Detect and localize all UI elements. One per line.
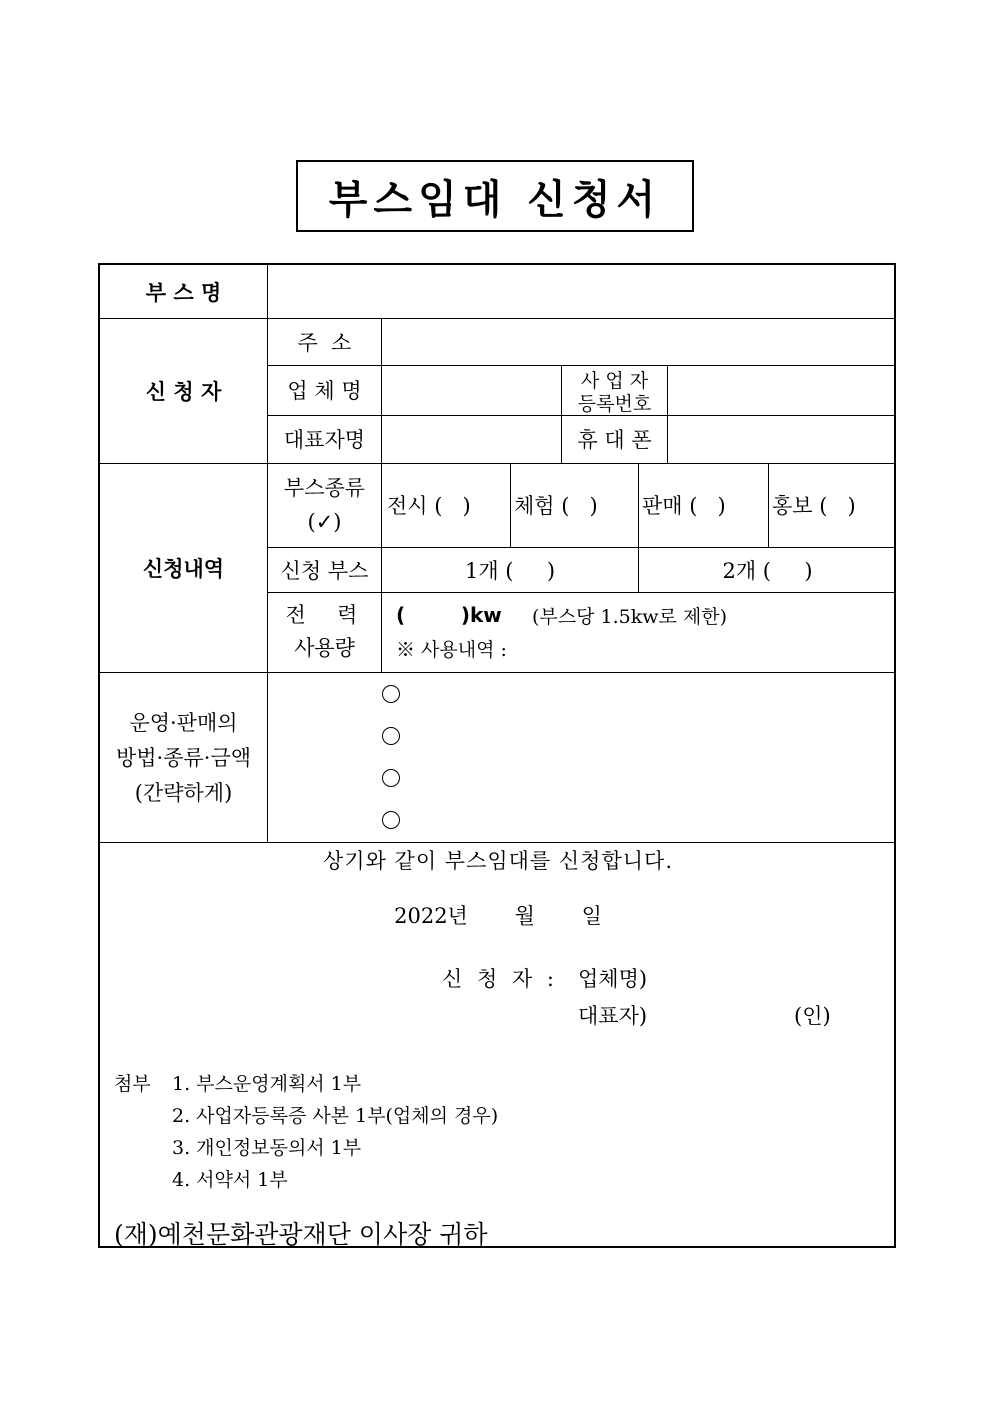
address-field[interactable]: [382, 318, 896, 365]
details-label: 신청내역: [142, 556, 225, 581]
bullet-circle-icon: [382, 769, 400, 787]
attachments-label: 첨부: [114, 1073, 151, 1095]
representative-label: 대표자명: [283, 428, 366, 452]
power-usage-field[interactable]: ※ 사용내역 :: [396, 638, 507, 661]
booth-name-field[interactable]: [268, 265, 896, 318]
count-one-option[interactable]: 1개 ( ): [464, 558, 556, 583]
company-field[interactable]: [382, 365, 561, 415]
company-label: 업 체 명: [287, 379, 362, 403]
method-label-line2: 방법·종류·금액: [115, 746, 252, 770]
booth-name-label: 부 스 명: [145, 280, 222, 305]
power-amount-field[interactable]: ( )kw: [396, 603, 502, 627]
addressee-text: (재)예천문화관광재단 이사장 귀하: [114, 1220, 488, 1249]
method-label-line3: (간략하게): [134, 781, 233, 805]
mobile-label: 휴 대 폰: [577, 428, 652, 452]
power-label-line2: 사용량: [294, 636, 355, 660]
biz-reg-label-line1: 사 업 자: [580, 369, 649, 392]
count-two-option[interactable]: 2개 ( ): [722, 558, 813, 583]
attachment-item: 1. 부스운영계획서 1부: [172, 1073, 362, 1095]
date-line[interactable]: 2022년 월 일: [394, 904, 602, 928]
mobile-field[interactable]: [668, 415, 896, 463]
applicant-label: 신 청 자: [145, 379, 222, 404]
type-exhibition-option[interactable]: 전시 ( ): [387, 494, 471, 518]
bullet-circle-icon: [382, 685, 400, 703]
sign-representative-field[interactable]: 대표자): [578, 1004, 648, 1028]
method-label-line1: 운영·판매의: [129, 711, 238, 735]
attachment-item: 3. 개인정보동의서 1부: [172, 1137, 362, 1159]
booth-type-label-line2: (✓): [307, 510, 342, 534]
address-label: 주 소: [297, 330, 352, 355]
declaration-text: 상기와 같이 부스임대를 신청합니다.: [323, 849, 673, 873]
bullet-circle-icon: [382, 811, 400, 829]
booth-count-label: 신청 부스: [280, 558, 369, 583]
type-promotion-option[interactable]: 홍보 ( ): [772, 494, 856, 518]
attachment-item: 4. 서약서 1부: [172, 1169, 288, 1191]
seal-mark: (인): [794, 1004, 831, 1028]
sign-company-field[interactable]: 업체명): [578, 967, 648, 991]
biz-reg-field[interactable]: [668, 365, 896, 415]
type-sale-option[interactable]: 판매 ( ): [642, 494, 726, 518]
power-label-line1: 전 력: [285, 603, 364, 627]
biz-reg-label-line2: 등록번호: [577, 392, 652, 415]
type-experience-option[interactable]: 체험 ( ): [514, 494, 598, 518]
sign-label: 신 청 자 :: [442, 967, 558, 991]
attachment-item: 2. 사업자등록증 사본 1부(업체의 경우): [172, 1105, 499, 1127]
booth-type-label-line1: 부스종류: [283, 476, 366, 500]
bullet-circle-icon: [382, 727, 400, 745]
application-form: [98, 263, 896, 1248]
representative-field[interactable]: [382, 415, 561, 463]
power-limit-note: (부스당 1.5kw로 제한): [532, 605, 728, 628]
document-title: 부스임대 신청서: [296, 160, 694, 232]
